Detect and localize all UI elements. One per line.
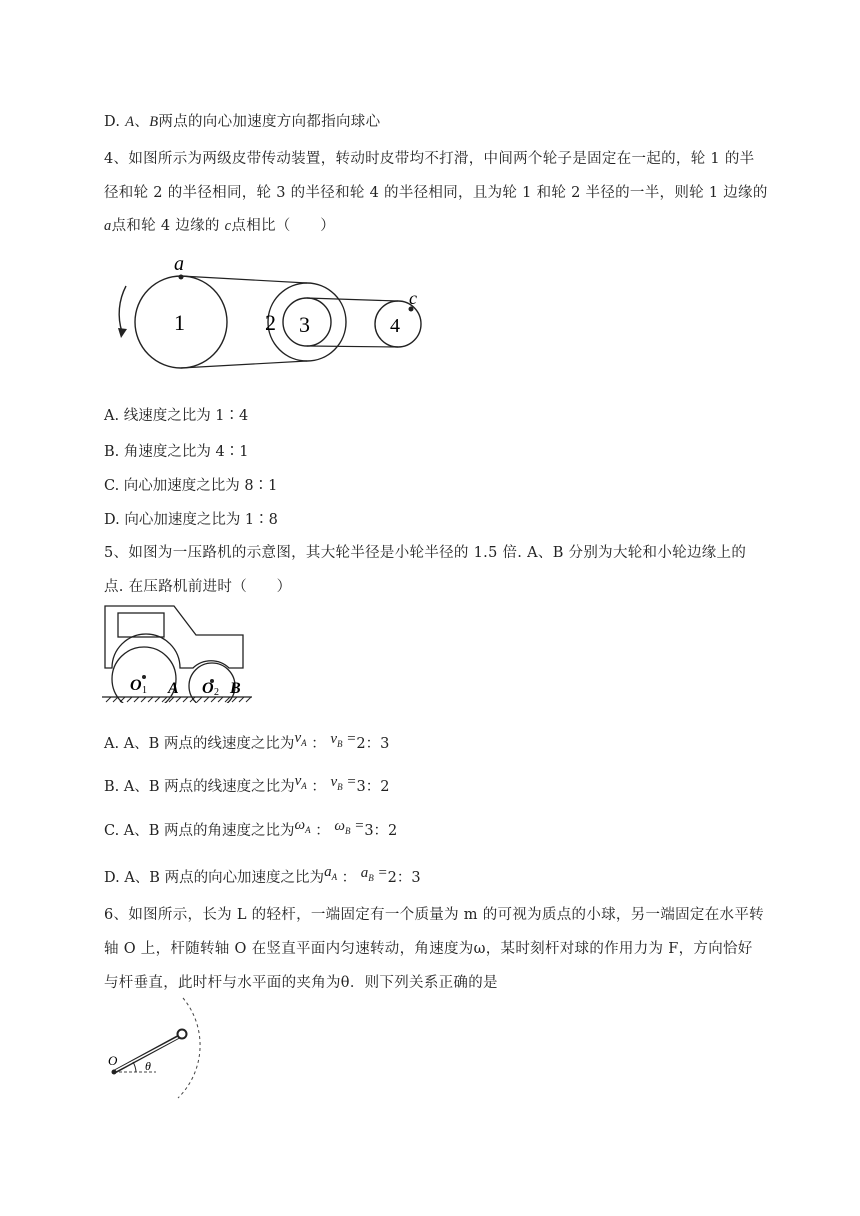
label-B: B — [230, 680, 241, 697]
label-a: a — [174, 253, 184, 275]
q4-stem-line1: 4、如图所示为两级皮带传动装置，转动时皮带均不打滑，中间两个轮子是固定在一起的，轮 1 的半 — [104, 151, 755, 167]
label-o2: O — [202, 680, 214, 697]
label-o1-sub: 1 — [142, 685, 147, 696]
ball — [178, 1030, 187, 1039]
angle-arc — [133, 1062, 136, 1072]
belt-drive-figure — [108, 252, 428, 374]
trajectory-arc — [178, 998, 200, 1098]
q3-option-d: D. A、B两点的向心加速度方向都指向球心 — [104, 114, 381, 130]
roller-window — [118, 613, 164, 637]
q6-stem-line3: 与杆垂直，此时杆与水平面的夹角为θ．则下列关系正确的是 — [104, 975, 498, 991]
label-o2-sub: 2 — [214, 687, 219, 698]
q5-option-b: B. A、B 两点的线速度之比为$v_A$ ： $v_B =3$：2 — [104, 773, 390, 795]
q5-option-c: C. A、B 两点的角速度之比为$\omega_A$ ： $\omega_B =3$：2 — [104, 817, 398, 839]
q4-option-d: D. 向心加速度之比为 1∶8 — [104, 512, 278, 528]
q5-option-a: A. A、B 两点的线速度之比为$v_A$ ： $v_B =2$：3 — [104, 730, 390, 752]
q5-stem-line1: 5、如图为一压路机的示意图，其大轮半径是小轮半径的 1.5 倍. A、B 分别为大轮和小轮边缘上的 — [104, 545, 747, 561]
wheel-3-label: 3 — [299, 312, 310, 337]
wheel-1-label: 1 — [174, 310, 185, 335]
belt-2-top — [307, 298, 398, 301]
q6-stem-line2: 轴 O 上，杆随转轴 O 在竖直平面内匀速转动，角速度为ω，某时刻杆对球的作用力为 F，方向恰好 — [104, 941, 753, 957]
label-o: O — [108, 1053, 118, 1068]
wheel-2-label: 2 — [265, 310, 276, 335]
label-theta: θ — [145, 1059, 151, 1073]
q6-stem-line1: 6、如图所示，长为 L 的轻杆，一端固定有一个质量为 m 的可视为质点的小球，另一端固定在水平转 — [104, 907, 764, 923]
belt-2-bottom — [307, 346, 398, 347]
q4-option-c: C. 向心加速度之比为 8∶1 — [104, 478, 278, 494]
q4-option-b: B. 角速度之比为 4∶1 — [104, 444, 249, 460]
label-A: A — [168, 680, 179, 697]
rotation-arrow-icon — [119, 286, 126, 332]
q4-stem-line2: 径和轮 2 的半径相同，轮 3 的半径和轮 4 的半径相同，且为轮 1 和轮 2 半径的一半，则轮 1 边缘的 — [104, 185, 768, 201]
rotating-rod-figure — [104, 996, 224, 1106]
pivot — [112, 1070, 117, 1075]
label-c: c — [409, 288, 417, 308]
point-a-dot — [179, 275, 184, 280]
q4-option-a: A. 线速度之比为 1∶4 — [104, 408, 249, 424]
wheel-4-label: 4 — [390, 315, 400, 337]
label-o1: O — [130, 677, 142, 694]
q5-stem-line2: 点. 在压路机前进时（ ） — [104, 579, 292, 595]
road-roller-figure — [102, 603, 260, 703]
q5-option-d: D. A、B 两点的向心加速度之比为$a_A$ ： $a_B =2$：3 — [104, 864, 421, 886]
q4-stem-line3: a点和轮 4 边缘的 c点相比（ ） — [104, 218, 335, 234]
